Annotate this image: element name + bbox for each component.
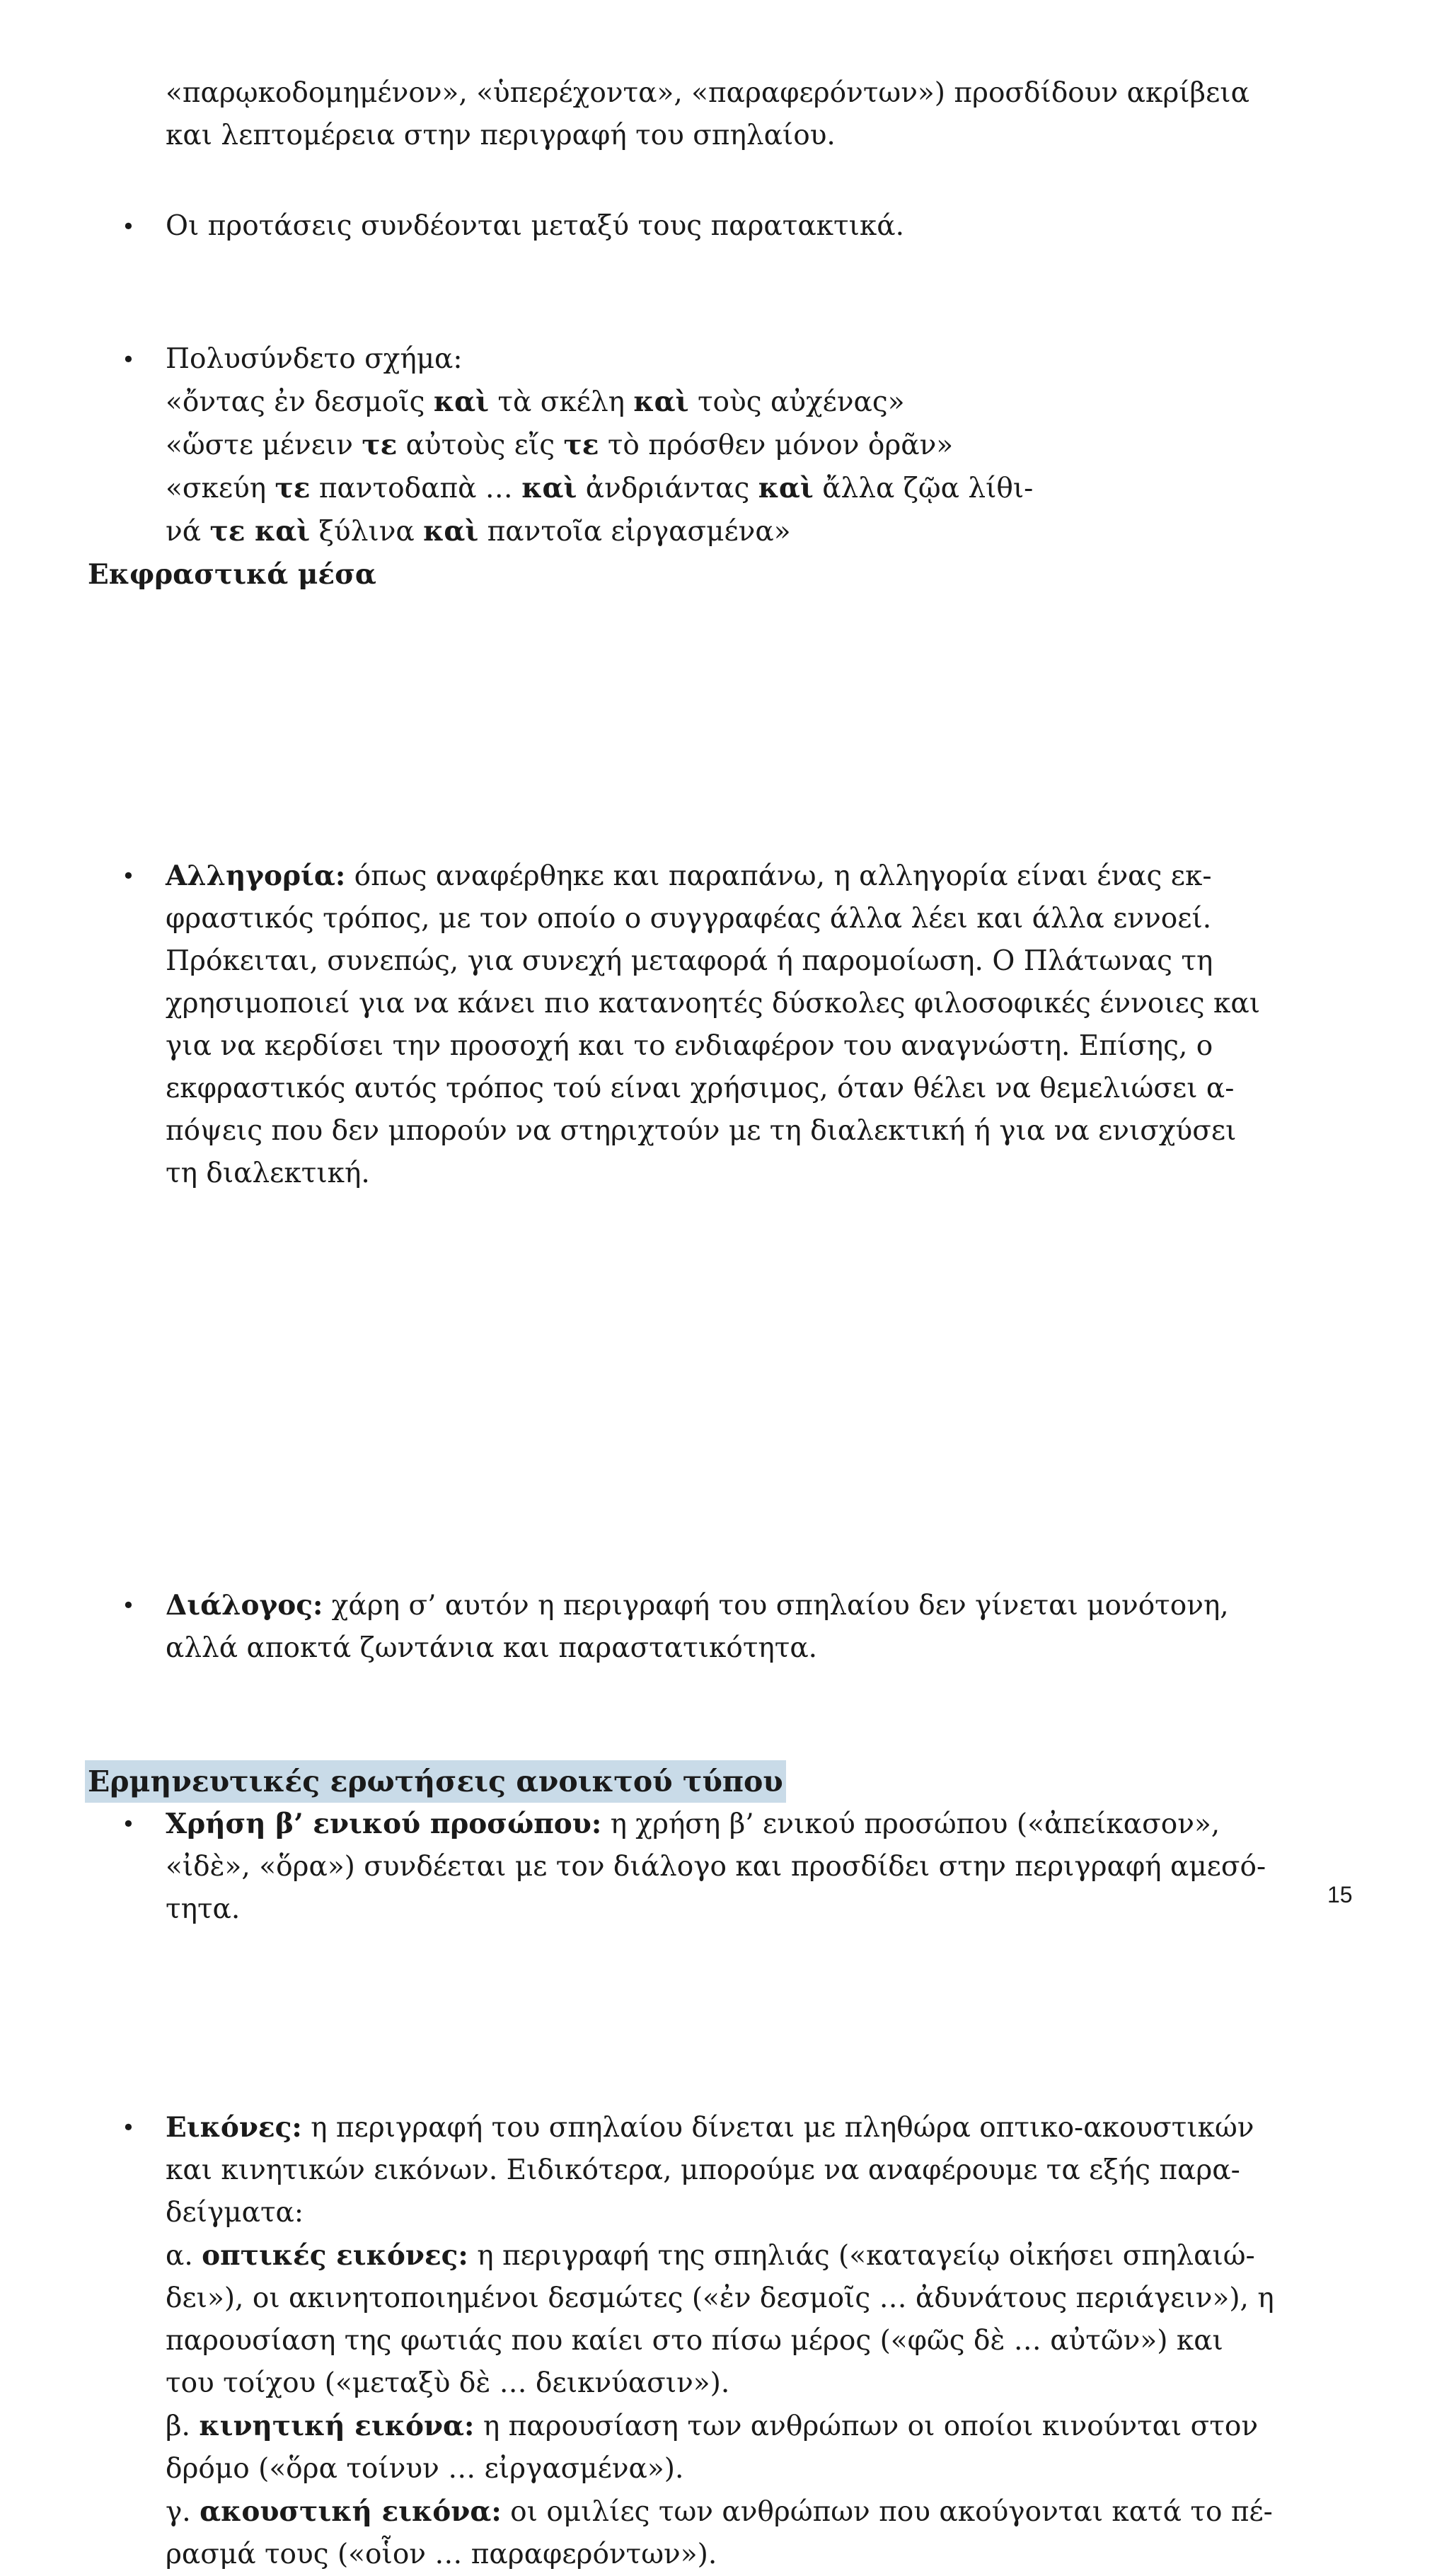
text-line: Διάλογος: χάρη σ’ αυτόν η περιγραφή του σπηλαίου δεν γίνεται μονότονη, [166, 1589, 1229, 1622]
bullet-allegory [0, 855, 1449, 1195]
quote-line: «ὥστε μένειν τε αὐτοὺς εἴς τε τὸ πρόσθεν μόνον ὁρᾶν» [166, 429, 954, 461]
text-line: πόψεις που δεν μπορούν να στηριχτούν με τη διαλεκτική ή για να ενισχύσει [166, 1115, 1237, 1147]
text-line: Χρήση β’ ενικού προσώπου: η χρήση β’ ενικού προσώπου («ἀπείκασον», [166, 1808, 1220, 1840]
text-line: «παρῳκοδομημένον», «ὑπερέχοντα», «παραφερόντων») προσδίδουν ακρίβεια [166, 77, 1249, 109]
page-number: 15 [1327, 1882, 1353, 1907]
text-line: και κινητικών εικόνων. Ειδικότερα, μπορούμε να αναφέρουμε τα εξής παρα- [166, 2154, 1240, 2186]
text-line: δει»), οι ακινητοποιημένοι δεσμώτες («ἐν δεσμοῖς … ἀδυνάτους περιάγειν»), η [166, 2282, 1274, 2314]
quote-line: νά τε καὶ ξύλινα καὶ παντοῖα εἰργασμένα» [166, 515, 791, 548]
text-line: δείγματα: [166, 2197, 304, 2229]
text-line: β. κινητική εικόνα: η παρουσίαση των ανθρώπων οι οποίοι κινούνται στον [166, 2410, 1259, 2442]
bullet-marker: • [122, 346, 135, 373]
term: κινητική εικόνα: [199, 2410, 475, 2442]
bullet-images [0, 2106, 1449, 2576]
bullet-marker: • [122, 862, 135, 889]
bullet-parataxis [0, 205, 1449, 248]
highlighted-section-heading: Ερμηνευτικές ερωτήσεις ανοικτού τύπου [85, 1760, 786, 1803]
bullet-marker: • [122, 2114, 135, 2141]
text-line: τητα. [166, 1893, 241, 1925]
continuation-paragraph [166, 72, 1326, 157]
term: οπτικές εικόνες: [202, 2239, 468, 2272]
text-line: Πρόκειται, συνεπώς, για συνεχή μεταφορά ή παρομοίωση. Ο Πλάτωνας τη [166, 945, 1213, 977]
text-line: Εικόνες: η περιγραφή του σπηλαίου δίνεται με πληθώρα οπτικο-ακουστικών [166, 2111, 1254, 2144]
text-line: και λεπτομέρεια στην περιγραφή του σπηλαίου. [166, 120, 836, 151]
term: Διάλογος: [166, 1589, 323, 1622]
text-line: τη διαλεκτική. [166, 1157, 370, 1189]
bullet-marker: • [122, 1810, 135, 1837]
text-line: παρουσίαση της φωτιάς που καίει στο πίσω μέρος («φῶς δὲ … αὐτῶν») και [166, 2325, 1223, 2357]
term: Χρήση β’ ενικού προσώπου: [166, 1808, 602, 1840]
term: Αλληγορία: [166, 860, 346, 892]
text-line: αλλά αποκτά ζωντάνια και παραστατικότητα. [166, 1632, 818, 1664]
text-line: «ἰδὲ», «ὅρα») συνδέεται με τον διάλογο και προσδίδει στην περιγραφή αμεσό- [166, 1851, 1266, 1883]
text-line: ρασμά τους («οἷον … παραφερόντων»). [166, 2539, 717, 2570]
text-line: του τοίχου («μεταξὺ δὲ … δεικνύασιν»). [166, 2367, 730, 2399]
text-line: Πολυσύνδετο σχήμα: [166, 343, 463, 375]
text-line: Αλληγορία: όπως αναφέρθηκε και παραπάνω, η αλληγορία είναι ένας εκ- [166, 860, 1212, 892]
text-line: χρησιμοποιεί για να κάνει πιο κατανοητές δύσκολες φιλοσοφικές έννοιες και [166, 988, 1261, 1020]
section-heading: Εκφραστικά μέσα [88, 558, 376, 591]
bullet-marker: • [122, 213, 135, 240]
bullet-second-person [0, 1803, 1449, 1931]
text-line: γ. ακουστική εικόνα: οι ομιλίες των ανθρώπων που ακούγονται κατά το πέ- [166, 2495, 1273, 2528]
text-line: δρόμο («ὅρα τοίνυν … εἰργασμένα»). [166, 2453, 684, 2485]
term: Εικόνες: [166, 2111, 302, 2144]
bullet-polysyndeton [0, 338, 1449, 553]
bullet-marker: • [122, 1592, 135, 1619]
text-line: για να κερδίσει την προσοχή και το ενδιαφέρον του αναγνώστη. Επίσης, ο [166, 1030, 1213, 1062]
quote-line: «ὄντας ἐν δεσμοῖς καὶ τὰ σκέλη καὶ τοὺς αὐχένας» [166, 386, 905, 418]
text-line: φραστικός τρόπος, με τον οποίο ο συγγραφέας άλλα λέει και άλλα εννοεί. [166, 903, 1212, 935]
text-line: εκφραστικός αυτός τρόπος τού είναι χρήσιμος, όταν θέλει να θεμελιώσει α- [166, 1073, 1235, 1104]
quote-line: «σκεύη τε παντοδαπὰ … καὶ ἀνδριάντας καὶ ἄλλα ζῷα λίθι- [166, 472, 1034, 504]
term: ακουστική εικόνα: [200, 2495, 502, 2528]
text-line: Οι προτάσεις συνδέονται μεταξύ τους παρατακτικά. [166, 210, 905, 242]
text-line: α. οπτικές εικόνες: η περιγραφή της σπηλιάς («καταγείῳ οἰκήσει σπηλαιώ- [166, 2239, 1255, 2272]
bullet-dialogue [0, 1584, 1449, 1670]
